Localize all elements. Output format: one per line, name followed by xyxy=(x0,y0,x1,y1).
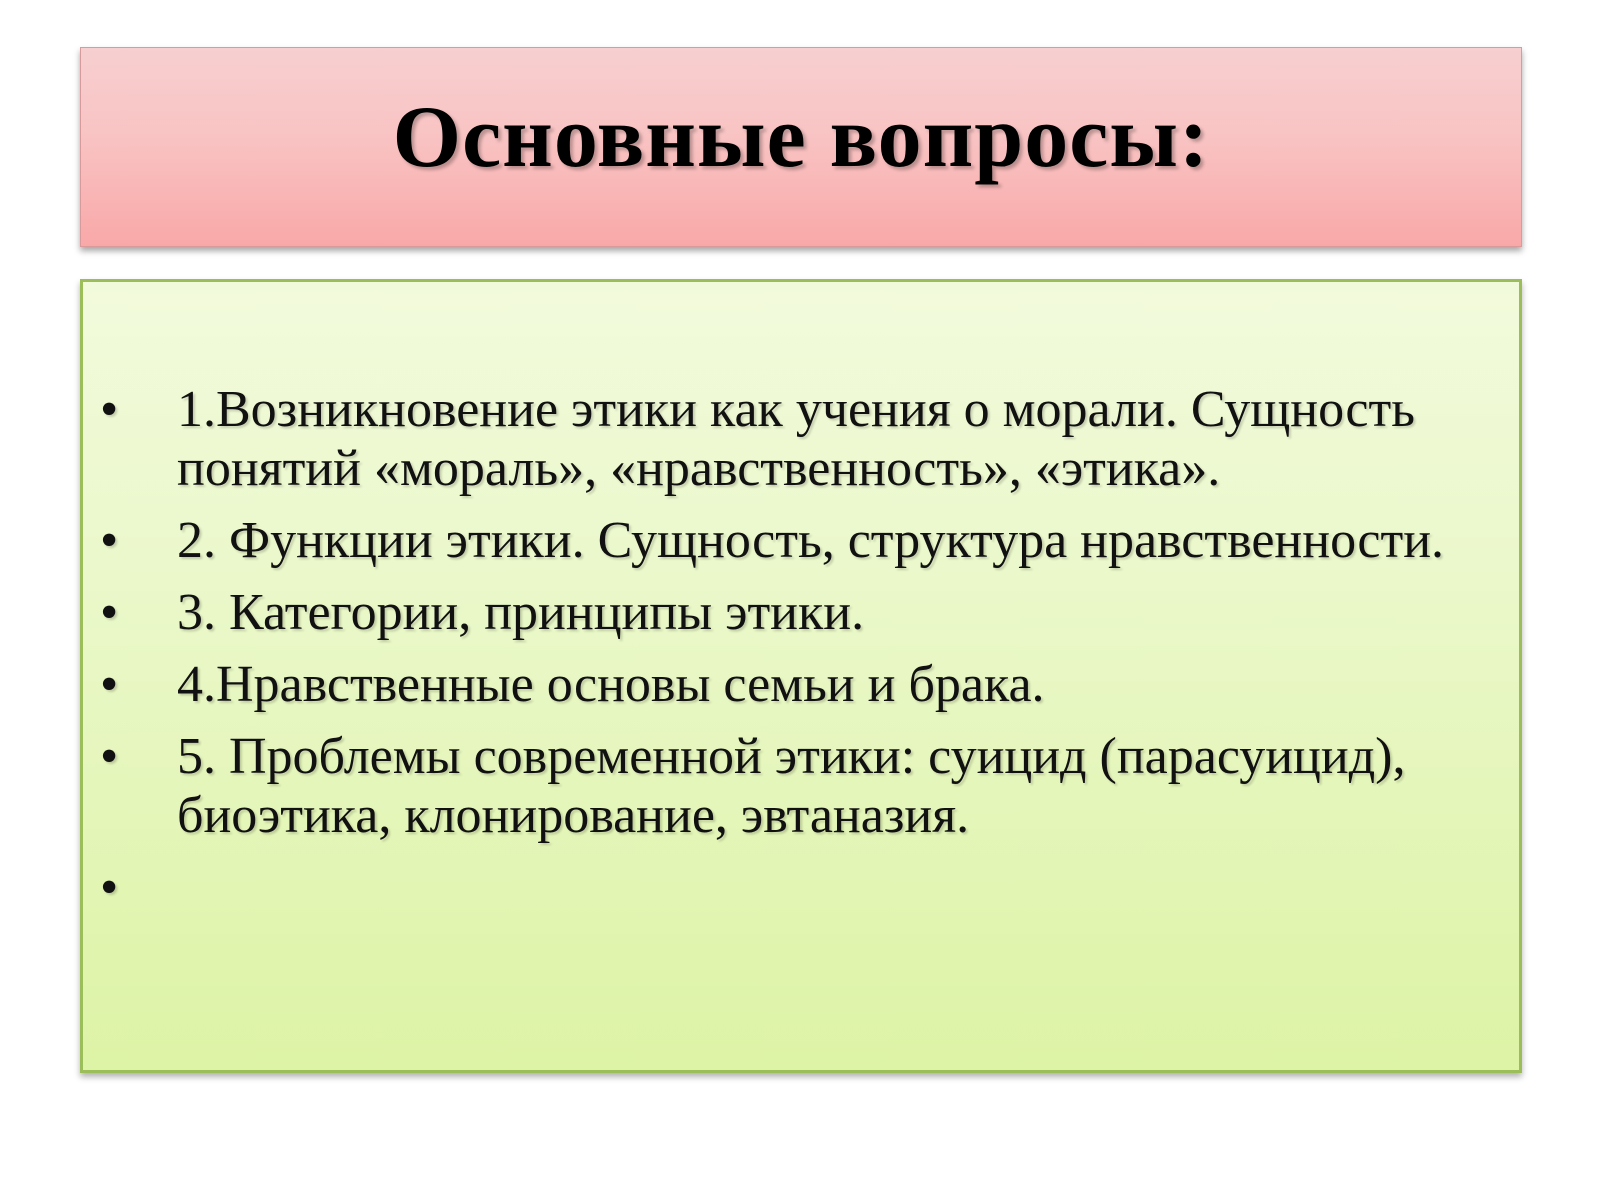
list-item xyxy=(100,583,1500,642)
content-box xyxy=(80,279,1522,1073)
bullet-text: 4.Нравственные основы семьи и брака. xyxy=(177,656,1045,713)
bullet-text: 3. Категории, принципы этики. xyxy=(177,584,865,641)
list-item xyxy=(100,511,1500,570)
list-item xyxy=(100,727,1500,845)
bullet-icon: • xyxy=(100,728,119,785)
bullet-text: 2. Функции этики. Сущность, структура нравственности. xyxy=(177,512,1445,569)
list-item-empty xyxy=(100,858,1500,917)
list-item xyxy=(100,380,1500,498)
slide-title: Основные вопросы: xyxy=(392,88,1210,186)
bullet-icon: • xyxy=(100,584,119,641)
bullet-text xyxy=(177,858,1500,917)
bullet-list xyxy=(100,380,1500,930)
bullet-icon: • xyxy=(100,859,119,916)
bullet-icon: • xyxy=(100,656,119,713)
list-item xyxy=(100,655,1500,714)
bullet-text: 1.Возникновение этики как учения о морали. Сущность понятий «мораль», «нравственность», «этика». xyxy=(177,381,1415,497)
title-box xyxy=(80,47,1522,247)
bullet-icon: • xyxy=(100,381,119,438)
bullet-text: 5. Проблемы современной этики: суицид (парасуицид), биоэтика, клонирование, эвтаназия. xyxy=(177,728,1406,844)
bullet-icon: • xyxy=(100,512,119,569)
